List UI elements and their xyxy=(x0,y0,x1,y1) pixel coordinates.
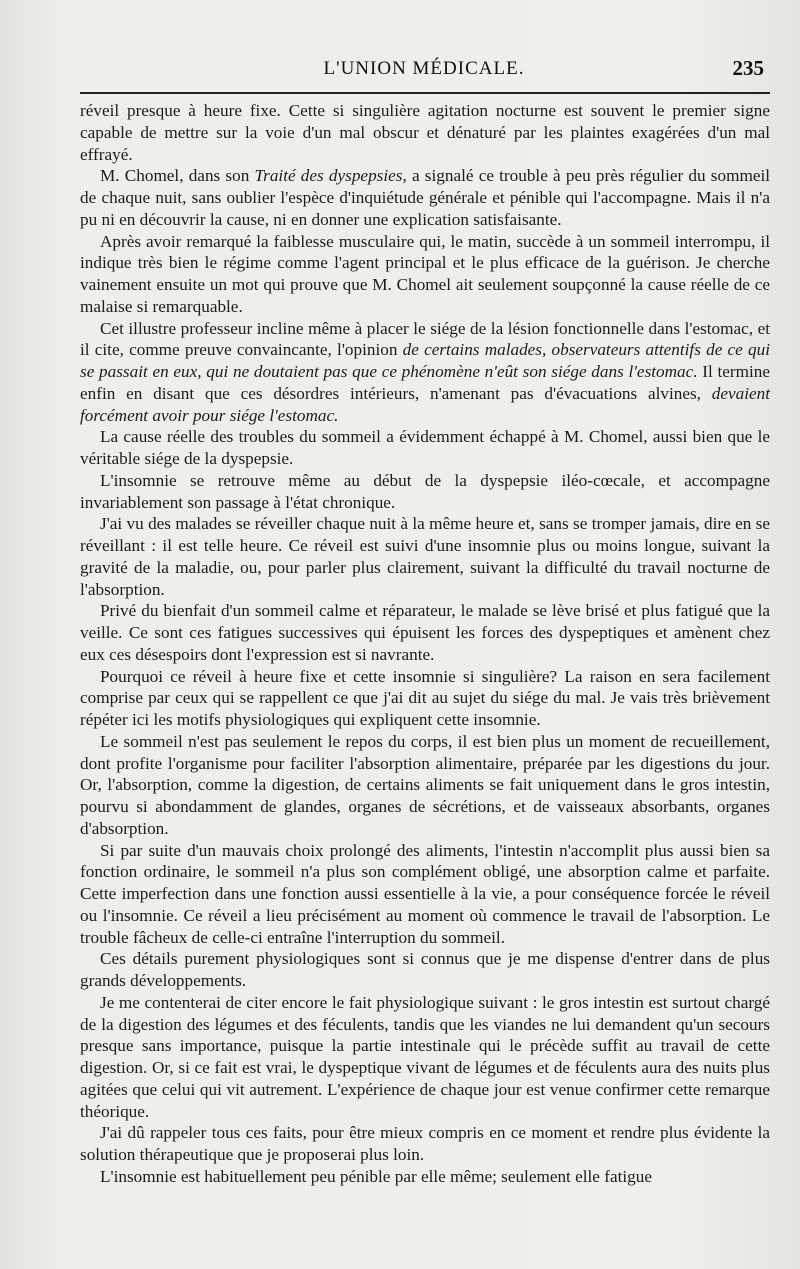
paragraph-text: Il termine enfin en disant que ces désordres intérieurs, n'amenant pas d'évacuations alvines, xyxy=(80,362,771,403)
italic-text: de certains malades, observateurs attentifs de ce qui se passait en eux, qui ne doutaient pas que ce phénomène n'eût son siége dans l'estomac. xyxy=(80,340,770,381)
italic-text: devaient forcément avoir pour siége l'estomac. xyxy=(80,383,770,425)
page-header xyxy=(78,52,770,88)
italic-text: Traité des dyspepsies, xyxy=(254,166,407,186)
paragraph-text: M. Chomel, dans son xyxy=(100,166,255,186)
paragraph-text: J'ai dû rappeler tous ces faits, pour être mieux compris en ce moment et rendre plus évidente la solution thérapeutique que je proposerai plus loin. xyxy=(80,1123,770,1164)
paragraph-text: La cause réelle des troubles du sommeil a évidemment échappé à M. Chomel, aussi bien que le véritable siége de la dyspepsie. xyxy=(80,427,770,468)
running-title: L'UNION MÉDICALE. xyxy=(323,58,525,79)
paragraph xyxy=(80,318,770,427)
paragraph xyxy=(80,666,770,731)
paragraph xyxy=(80,231,770,318)
paragraph xyxy=(80,992,770,1123)
paragraph xyxy=(80,513,770,600)
paragraph xyxy=(80,948,770,992)
paragraph xyxy=(80,840,770,949)
paragraph xyxy=(80,731,770,840)
header-rule xyxy=(80,92,770,94)
paragraph-text: a signalé ce trouble à peu près régulier du sommeil de chaque nuit, sans oublier l'espèce d'inquiétude générale et pénible qui l'accompagne. Mais il n'a pu ni en découvrir la cause, ni en donner une explication satisfaisante. xyxy=(80,166,771,229)
paragraph-text: Je me contenterai de citer encore le fait physiologique suivant : le gros intestin est surtout chargé de la digestion des légumes et des féculents, tandis que les viandes ne lui demandent qu'un secours presque sans importance, puisque la partie intestinale qui le précède suffit au travail de cette digestion. Or, si ce fait est vrai, le dyspeptique vivant de légumes et de féculents aura des nuits plus agitées que celui qui vit autrement. L'expérience de chaque jour est venue confirmer cette remarque théorique. xyxy=(80,992,770,1121)
paragraph-text: Le sommeil n'est pas seulement le repos du corps, il est bien plus un moment de recueillement, dont profite l'organisme pour faciliter l'absorption alimentaire, préparée par les digestions du jour. Or, l'absorption, comme la digestion, de certains aliments se fait uniquement dans le gros intestin, pourvu si abondamment de glandes, organes de sécrétions, et de vaisseaux absorbants, organes d'absorption. xyxy=(80,731,770,838)
page-number: 235 xyxy=(732,56,764,80)
paragraph-text: Si par suite d'un mauvais choix prolongé des aliments, l'intestin n'accomplit plus aussi bien sa fonction ordinaire, le sommeil n'a plus son complément obligé, une absorption calme et parfaite. Cette imperfection dans une fonction aussi essentielle à la vie, a pour conséquence forcée le réveil ou l'insomnie. Ce réveil a lieu précisément au moment où commence le travail de l'absorption. Le trouble fâcheux de celle-ci entraîne l'interruption du sommeil. xyxy=(80,840,770,947)
paragraph-text: Privé du bienfait d'un sommeil calme et réparateur, le malade se lève brisé et plus fatigué que la veille. Ce sont ces fatigues successives qui épuisent les forces des dyspeptiques et amènent chez eux ces désespoirs dont l'expression est si navrante. xyxy=(80,601,770,664)
paragraph xyxy=(80,1166,770,1188)
paragraph xyxy=(80,1122,770,1166)
paragraph-text: L'insomnie se retrouve même au début de la dyspepsie iléo-cœcale, et accompagne invariablement son passage à l'état chronique. xyxy=(80,470,770,512)
paragraph xyxy=(80,426,770,470)
paragraph-text: Ces détails purement physiologiques sont si connus que je me dispense d'entrer dans de plus grands développements. xyxy=(80,949,770,990)
paragraph-text: Après avoir remarqué la faiblesse musculaire qui, le matin, succède à un sommeil interrompu, il indique très bien le régime comme l'agent principal et le plus efficace de la guérison. Je cherche vainement ensuite un mot qui prouve que M. Chomel ait seulement soupçonné la cause réelle de ce malaise si remarquable. xyxy=(80,231,770,316)
paragraph xyxy=(80,600,770,665)
paragraph-text: réveil presque à heure fixe. Cette si singulière agitation nocturne est souvent le premier signe capable de mettre sur la voie d'un mal obscur et dénaturé par les plaintes exagérées d'un mal effrayé. xyxy=(80,101,770,164)
paragraph xyxy=(80,100,770,165)
paragraph-text: Cet illustre professeur incline même à placer le siége de la lésion fonctionnelle dans l'estomac, et il cite, comme preuve convaincante, l'opinion xyxy=(80,318,770,360)
paragraph xyxy=(80,165,770,230)
paragraph xyxy=(80,470,770,514)
paragraph-text: J'ai vu des malades se réveiller chaque nuit à la même heure et, sans se tromper jamais, dire en se réveillant : il est telle heure. Ce réveil est suivi d'une insomnie plus ou moins longue, suivant la gravité de la maladie, ou, pour parler plus clairement, suivant la difficulté du travail nocturne de l'absorption. xyxy=(80,514,770,599)
body-text xyxy=(80,100,770,1188)
paragraph-text: L'insomnie est habituellement peu pénible par elle même; seulement elle fatigue xyxy=(100,1166,652,1186)
paragraph-text: Pourquoi ce réveil à heure fixe et cette insomnie si singulière? La raison en sera facilement comprise par ceux qui se rappellent ce que j'ai dit au sujet du siége du mal. Je vais très brièvement répéter ici les motifs physiologiques qui expliquent cette insomnie. xyxy=(80,666,770,729)
